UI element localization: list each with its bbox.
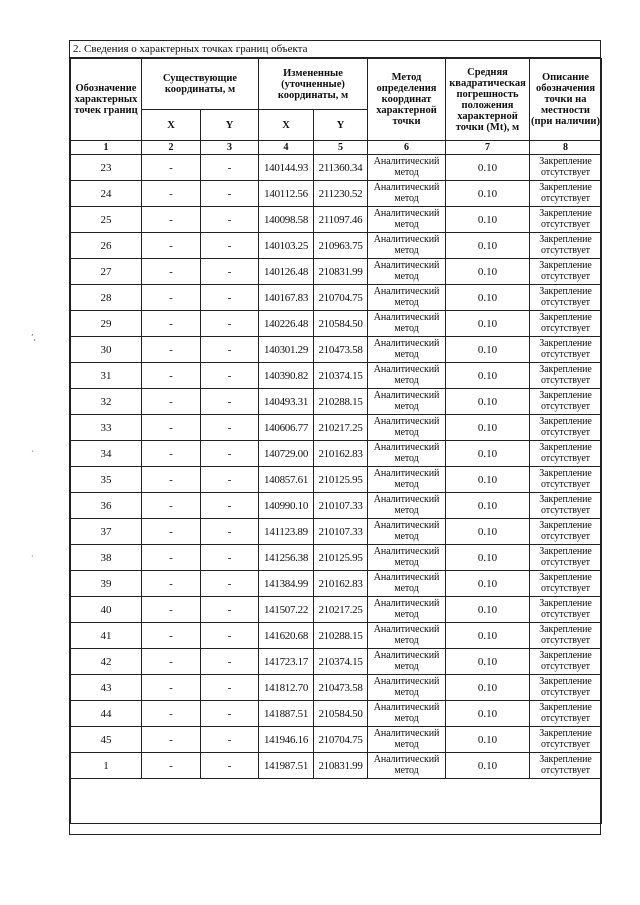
description-cell: Закрепление отсутствует [530,233,602,259]
table-row [71,207,602,233]
point-cell: 31 [71,363,142,389]
point-cell: 27 [71,259,142,285]
updated-y-cell: 210584.50 [314,701,368,727]
table-row [71,311,602,337]
updated-x-cell: 140144.93 [259,155,314,181]
method-cell: Аналитический метод [368,753,446,779]
updated-x-cell: 140729.00 [259,441,314,467]
table-row [71,545,602,571]
column-number: 8 [530,141,602,155]
description-cell: Закрепление отсутствует [530,753,602,779]
updated-x-cell: 141620.68 [259,623,314,649]
table-row [71,623,602,649]
header-existing-coords: Существующие координаты, м [142,59,259,110]
description-cell: Закрепление отсутствует [530,415,602,441]
description-cell: Закрепление отсутствует [530,363,602,389]
existing-x-cell: - [142,675,201,701]
method-cell: Аналитический метод [368,649,446,675]
updated-x-cell: 140112.56 [259,181,314,207]
existing-y-cell: - [201,311,259,337]
accuracy-cell: 0.10 [446,701,530,727]
method-cell: Аналитический метод [368,467,446,493]
method-cell: Аналитический метод [368,545,446,571]
header-updated-coords: Измененные (уточненные) координаты, м [259,59,368,110]
updated-x-cell: 140301.29 [259,337,314,363]
existing-y-cell: - [201,753,259,779]
updated-y-cell: 210374.15 [314,649,368,675]
existing-y-cell: - [201,363,259,389]
point-cell: 41 [71,623,142,649]
existing-x-cell: - [142,467,201,493]
description-cell: Закрепление отсутствует [530,467,602,493]
table-row [71,753,602,779]
description-cell: Закрепление отсутствует [530,207,602,233]
empty-row [71,779,602,824]
existing-x-cell: - [142,649,201,675]
updated-y-cell: 210162.83 [314,571,368,597]
existing-x-cell: - [142,181,201,207]
existing-x-cell: - [142,259,201,285]
table-row [71,441,602,467]
existing-x-cell: - [142,415,201,441]
table-row [71,597,602,623]
accuracy-cell: 0.10 [446,441,530,467]
updated-y-cell: 211097.46 [314,207,368,233]
existing-x-cell: - [142,233,201,259]
description-cell: Закрепление отсутствует [530,389,602,415]
accuracy-cell: 0.10 [446,571,530,597]
method-cell: Аналитический метод [368,259,446,285]
accuracy-cell: 0.10 [446,259,530,285]
description-cell: Закрепление отсутствует [530,259,602,285]
updated-x-cell: 141123.89 [259,519,314,545]
method-cell: Аналитический метод [368,233,446,259]
accuracy-cell: 0.10 [446,389,530,415]
accuracy-cell: 0.10 [446,753,530,779]
point-cell: 30 [71,337,142,363]
header-updated-y: Y [314,110,368,141]
method-cell: Аналитический метод [368,155,446,181]
existing-y-cell: - [201,675,259,701]
existing-x-cell: - [142,389,201,415]
table-row [71,285,602,311]
existing-x-cell: - [142,337,201,363]
method-cell: Аналитический метод [368,727,446,753]
point-cell: 29 [71,311,142,337]
existing-y-cell: - [201,623,259,649]
table-row [71,493,602,519]
point-cell: 38 [71,545,142,571]
updated-x-cell: 140226.48 [259,311,314,337]
updated-x-cell: 141887.51 [259,701,314,727]
existing-y-cell: - [201,649,259,675]
method-cell: Аналитический метод [368,597,446,623]
description-cell: Закрепление отсутствует [530,649,602,675]
description-cell: Закрепление отсутствует [530,519,602,545]
existing-y-cell: - [201,181,259,207]
header-existing-y: Y [201,110,259,141]
table-row [71,701,602,727]
updated-x-cell: 141256.38 [259,545,314,571]
updated-y-cell: 210704.75 [314,727,368,753]
point-cell: 25 [71,207,142,233]
updated-y-cell: 210125.95 [314,467,368,493]
point-cell: 39 [71,571,142,597]
table-row [71,675,602,701]
existing-x-cell: - [142,311,201,337]
accuracy-cell: 0.10 [446,493,530,519]
column-number: 5 [314,141,368,155]
section-title: 2. Сведения о характерных точках границ объекта [70,41,600,58]
point-cell: 28 [71,285,142,311]
updated-y-cell: 210831.99 [314,753,368,779]
existing-x-cell: - [142,571,201,597]
point-cell: 43 [71,675,142,701]
method-cell: Аналитический метод [368,493,446,519]
accuracy-cell: 0.10 [446,207,530,233]
description-cell: Закрепление отсутствует [530,701,602,727]
accuracy-cell: 0.10 [446,597,530,623]
description-cell: Закрепление отсутствует [530,441,602,467]
existing-x-cell: - [142,545,201,571]
point-cell: 1 [71,753,142,779]
updated-y-cell: 210217.25 [314,597,368,623]
existing-y-cell: - [201,545,259,571]
description-cell: Закрепление отсутствует [530,597,602,623]
point-cell: 44 [71,701,142,727]
accuracy-cell: 0.10 [446,519,530,545]
column-number: 4 [259,141,314,155]
description-cell: Закрепление отсутствует [530,181,602,207]
updated-x-cell: 140103.25 [259,233,314,259]
header-accuracy: Средняя квадратическая погрешность положения характерной точки (Mt), м [446,59,530,141]
point-cell: 36 [71,493,142,519]
updated-x-cell: 140126.48 [259,259,314,285]
existing-y-cell: - [201,155,259,181]
updated-y-cell: 211230.52 [314,181,368,207]
updated-y-cell: 210831.99 [314,259,368,285]
existing-x-cell: - [142,701,201,727]
description-cell: Закрепление отсутствует [530,493,602,519]
updated-y-cell: 210704.75 [314,285,368,311]
updated-y-cell: 210125.95 [314,545,368,571]
accuracy-cell: 0.10 [446,545,530,571]
point-cell: 37 [71,519,142,545]
updated-y-cell: 210473.58 [314,337,368,363]
table-row [71,181,602,207]
existing-x-cell: - [142,285,201,311]
header-method: Метод определения координат характерной точки [368,59,446,141]
method-cell: Аналитический метод [368,311,446,337]
accuracy-cell: 0.10 [446,675,530,701]
point-cell: 42 [71,649,142,675]
header-updated-x: X [259,110,314,141]
method-cell: Аналитический метод [368,415,446,441]
point-cell: 32 [71,389,142,415]
table-row [71,649,602,675]
accuracy-cell: 0.10 [446,337,530,363]
description-cell: Закрепление отсутствует [530,675,602,701]
existing-x-cell: - [142,441,201,467]
updated-y-cell: 210963.75 [314,233,368,259]
column-number: 3 [201,141,259,155]
existing-y-cell: - [201,597,259,623]
updated-x-cell: 140606.77 [259,415,314,441]
updated-x-cell: 141946.16 [259,727,314,753]
existing-x-cell: - [142,363,201,389]
point-cell: 26 [71,233,142,259]
existing-y-cell: - [201,519,259,545]
accuracy-cell: 0.10 [446,181,530,207]
updated-y-cell: 210107.33 [314,519,368,545]
updated-y-cell: 210473.58 [314,675,368,701]
column-number: 6 [368,141,446,155]
table-row [71,363,602,389]
table-row [71,571,602,597]
method-cell: Аналитический метод [368,285,446,311]
updated-y-cell: 210374.15 [314,363,368,389]
point-cell: 23 [71,155,142,181]
existing-x-cell: - [142,155,201,181]
point-cell: 40 [71,597,142,623]
table-row [71,415,602,441]
column-number: 2 [142,141,201,155]
existing-y-cell: - [201,389,259,415]
accuracy-cell: 0.10 [446,155,530,181]
updated-y-cell: 210217.25 [314,415,368,441]
existing-y-cell: - [201,207,259,233]
description-cell: Закрепление отсутствует [530,623,602,649]
column-numbers-row [71,141,602,155]
existing-x-cell: - [142,727,201,753]
accuracy-cell: 0.10 [446,415,530,441]
table-row [71,155,602,181]
existing-x-cell: - [142,753,201,779]
existing-y-cell: - [201,415,259,441]
margin-mark: · [31,552,34,561]
existing-x-cell: - [142,623,201,649]
updated-x-cell: 141812.70 [259,675,314,701]
updated-x-cell: 141507.22 [259,597,314,623]
table-row [71,337,602,363]
description-cell: Закрепление отсутствует [530,311,602,337]
boundary-points-table [70,58,602,824]
table-row [71,727,602,753]
updated-x-cell: 140493.31 [259,389,314,415]
description-cell: Закрепление отсутствует [530,571,602,597]
empty-cell [71,779,602,824]
existing-y-cell: - [201,259,259,285]
existing-x-cell: - [142,597,201,623]
table-body [71,155,602,779]
method-cell: Аналитический метод [368,519,446,545]
existing-y-cell: - [201,233,259,259]
updated-x-cell: 140167.83 [259,285,314,311]
point-cell: 35 [71,467,142,493]
existing-y-cell: - [201,337,259,363]
existing-y-cell: - [201,493,259,519]
description-cell: Закрепление отсутствует [530,337,602,363]
header-point: Обозначение характерных точек границ [71,59,142,141]
existing-x-cell: - [142,519,201,545]
table-row [71,467,602,493]
accuracy-cell: 0.10 [446,623,530,649]
accuracy-cell: 0.10 [446,467,530,493]
table-row [71,519,602,545]
updated-y-cell: 210288.15 [314,623,368,649]
updated-x-cell: 141384.99 [259,571,314,597]
existing-x-cell: - [142,207,201,233]
existing-y-cell: - [201,571,259,597]
description-cell: Закрепление отсутствует [530,285,602,311]
existing-y-cell: - [201,701,259,727]
method-cell: Аналитический метод [368,675,446,701]
method-cell: Аналитический метод [368,363,446,389]
margin-mark: ˎ [31,443,35,452]
existing-y-cell: - [201,467,259,493]
table-row [71,389,602,415]
updated-x-cell: 141723.17 [259,649,314,675]
existing-y-cell: - [201,285,259,311]
column-number: 7 [446,141,530,155]
accuracy-cell: 0.10 [446,727,530,753]
table-row [71,233,602,259]
description-cell: Закрепление отсутствует [530,155,602,181]
updated-y-cell: 210288.15 [314,389,368,415]
method-cell: Аналитический метод [368,623,446,649]
updated-y-cell: 210107.33 [314,493,368,519]
point-cell: 33 [71,415,142,441]
existing-y-cell: - [201,727,259,753]
method-cell: Аналитический метод [368,389,446,415]
method-cell: Аналитический метод [368,337,446,363]
method-cell: Аналитический метод [368,441,446,467]
method-cell: Аналитический метод [368,701,446,727]
existing-y-cell: - [201,441,259,467]
point-cell: 34 [71,441,142,467]
accuracy-cell: 0.10 [446,233,530,259]
column-number: 1 [71,141,142,155]
accuracy-cell: 0.10 [446,649,530,675]
table-row [71,259,602,285]
existing-x-cell: - [142,493,201,519]
method-cell: Аналитический метод [368,571,446,597]
header-existing-x: X [142,110,201,141]
margin-mark: ʼ, [31,333,37,342]
point-cell: 45 [71,727,142,753]
updated-x-cell: 141987.51 [259,753,314,779]
header-description: Описание обозначения точки на местности (при наличии) [530,59,602,141]
method-cell: Аналитический метод [368,181,446,207]
accuracy-cell: 0.10 [446,363,530,389]
description-cell: Закрепление отсутствует [530,545,602,571]
updated-x-cell: 140990.10 [259,493,314,519]
point-cell: 24 [71,181,142,207]
updated-y-cell: 210584.50 [314,311,368,337]
updated-y-cell: 210162.83 [314,441,368,467]
description-cell: Закрепление отсутствует [530,727,602,753]
document-sheet [69,40,601,835]
updated-y-cell: 211360.34 [314,155,368,181]
updated-x-cell: 140098.58 [259,207,314,233]
accuracy-cell: 0.10 [446,285,530,311]
accuracy-cell: 0.10 [446,311,530,337]
updated-x-cell: 140390.82 [259,363,314,389]
method-cell: Аналитический метод [368,207,446,233]
updated-x-cell: 140857.61 [259,467,314,493]
